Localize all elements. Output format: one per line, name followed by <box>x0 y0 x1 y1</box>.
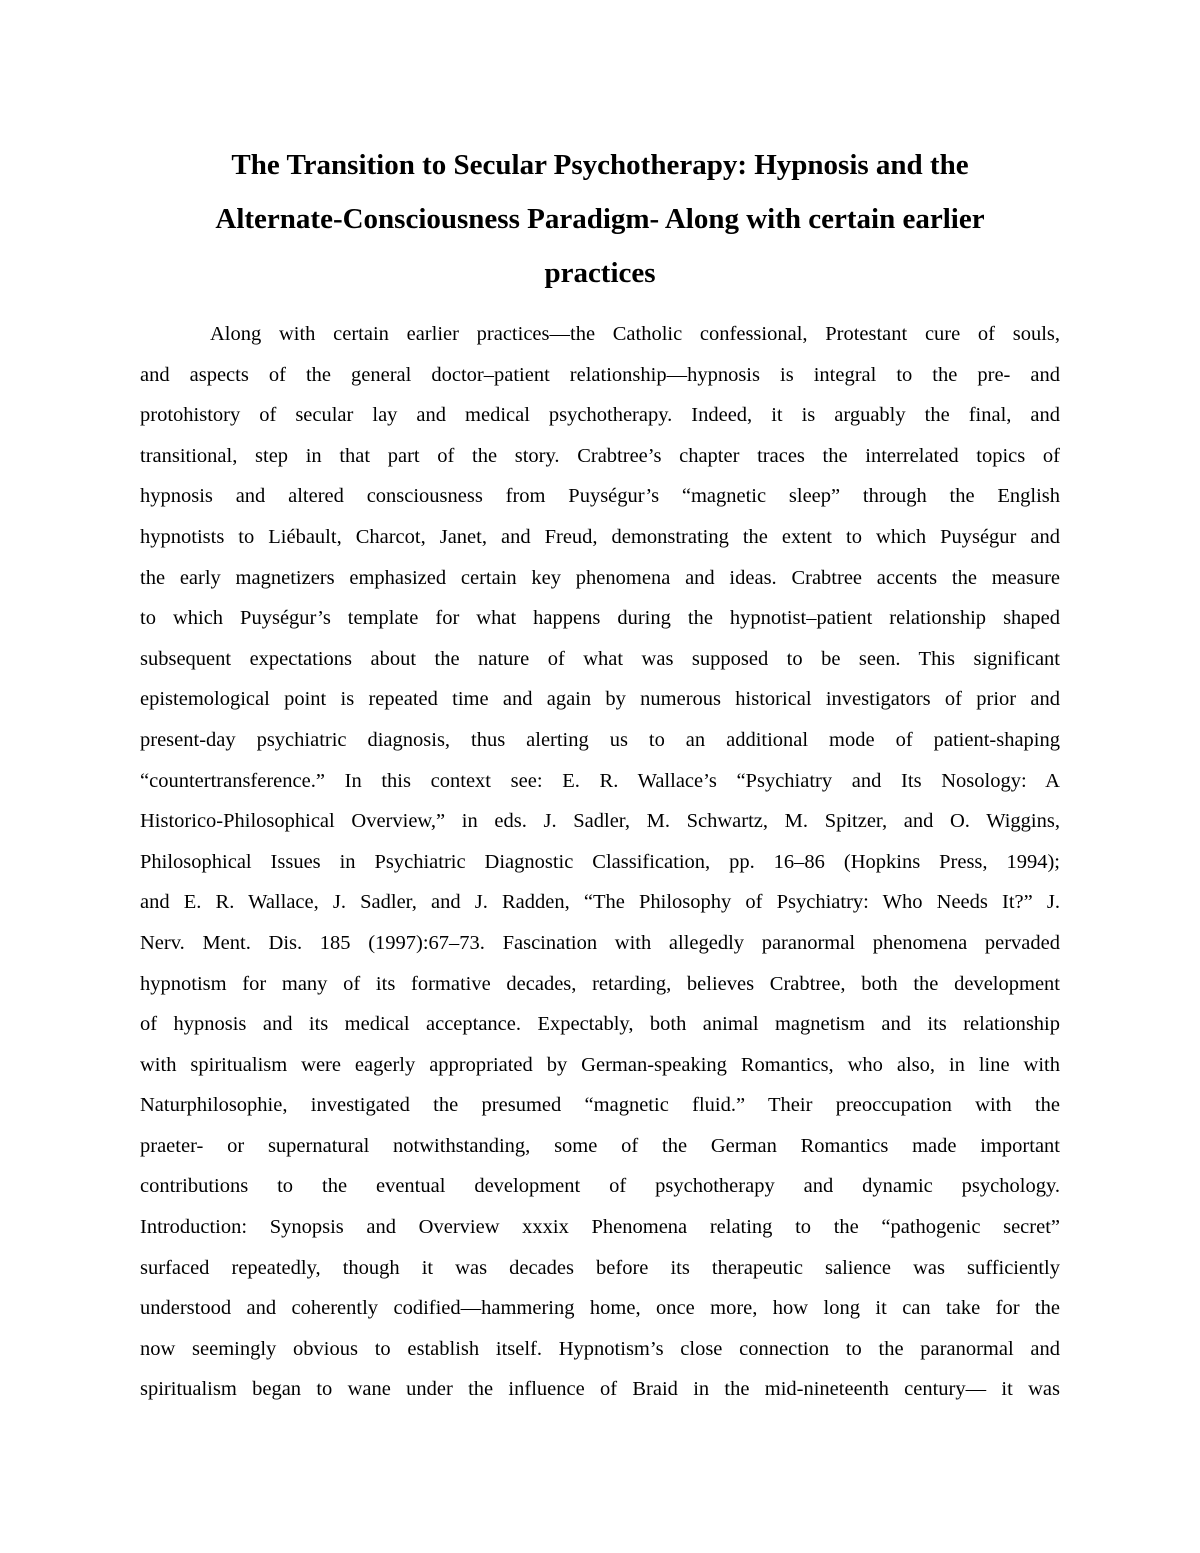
body-line: and aspects of the general doctor–patient relationship—hypnosis is integral to the pre- and <box>140 363 1060 386</box>
body-line: Along with certain earlier practices—the Catholic confessional, Protestant cure of souls, <box>210 323 1060 345</box>
body-line: spiritualism began to wane under the influence of Braid in the mid-nineteenth century— it was <box>140 1378 1060 1401</box>
body-line: with spiritualism were eagerly appropriated by German-speaking Romantics, who also, in line with <box>140 1053 1060 1076</box>
body-line: Philosophical Issues in Psychiatric Diagnostic Classification, pp. 16–86 (Hopkins Press, 1994); <box>140 850 1060 873</box>
body-line: of hypnosis and its medical acceptance. Expectably, both animal magnetism and its relationship <box>140 1013 1060 1036</box>
body-line: now seemingly obvious to establish itself. Hypnotism’s close connection to the paranormal and <box>140 1337 1060 1360</box>
body-line: hypnosis and altered consciousness from Puységur’s “magnetic sleep” through the English <box>140 485 1060 508</box>
body-line: present-day psychiatric diagnosis, thus alerting us to an additional mode of patient-shaping <box>140 728 1060 751</box>
body-line: epistemological point is repeated time and again by numerous historical investigators of prior and <box>140 688 1060 711</box>
body-line: hypnotism for many of its formative decades, retarding, believes Crabtree, both the development <box>140 972 1060 995</box>
body-paragraph <box>140 314 1060 1410</box>
body-line: “countertransference.” In this context see: E. R. Wallace’s “Psychiatry and Its Nosology: A <box>140 769 1060 792</box>
body-line: contributions to the eventual development of psychotherapy and dynamic psychology. <box>140 1175 1060 1198</box>
body-line: Historico-Philosophical Overview,” in eds. J. Sadler, M. Schwartz, M. Spitzer, and O. Wiggins, <box>140 810 1060 833</box>
title-line: The Transition to Secular Psychotherapy: Hypnosis and the <box>231 149 969 181</box>
document-title <box>140 138 1060 300</box>
body-line: Introduction: Synopsis and Overview xxxix Phenomena relating to the “pathogenic secret” <box>140 1216 1060 1239</box>
body-line: the early magnetizers emphasized certain key phenomena and ideas. Crabtree accents the measure <box>140 566 1060 589</box>
body-line: and E. R. Wallace, J. Sadler, and J. Radden, “The Philosophy of Psychiatry: Who Needs It?” J. <box>140 891 1060 914</box>
title-line: Alternate-Consciousness Paradigm- Along with certain earlier <box>215 203 985 235</box>
body-line: Nerv. Ment. Dis. 185 (1997):67–73. Fascination with allegedly paranormal phenomena pervaded <box>140 931 1060 954</box>
body-line: praeter- or supernatural notwithstanding, some of the German Romantics made important <box>140 1134 1060 1157</box>
body-line: understood and coherently codified—hammering home, once more, how long it can take for the <box>140 1297 1060 1320</box>
body-line: transitional, step in that part of the story. Crabtree’s chapter traces the interrelated topics of <box>140 444 1060 467</box>
body-line: to which Puységur’s template for what happens during the hypnotist–patient relationship shaped <box>140 607 1060 630</box>
body-line: protohistory of secular lay and medical psychotherapy. Indeed, it is arguably the final, and <box>140 404 1060 427</box>
body-line: Naturphilosophie, investigated the presumed “magnetic fluid.” Their preoccupation with the <box>140 1094 1060 1117</box>
body-line: subsequent expectations about the nature of what was supposed to be seen. This significant <box>140 647 1060 670</box>
title-line: practices <box>544 257 656 289</box>
body-line: hypnotists to Liébault, Charcot, Janet, and Freud, demonstrating the extent to which Puységur and <box>140 525 1060 548</box>
body-line: surfaced repeatedly, though it was decades before its therapeutic salience was sufficiently <box>140 1256 1060 1279</box>
